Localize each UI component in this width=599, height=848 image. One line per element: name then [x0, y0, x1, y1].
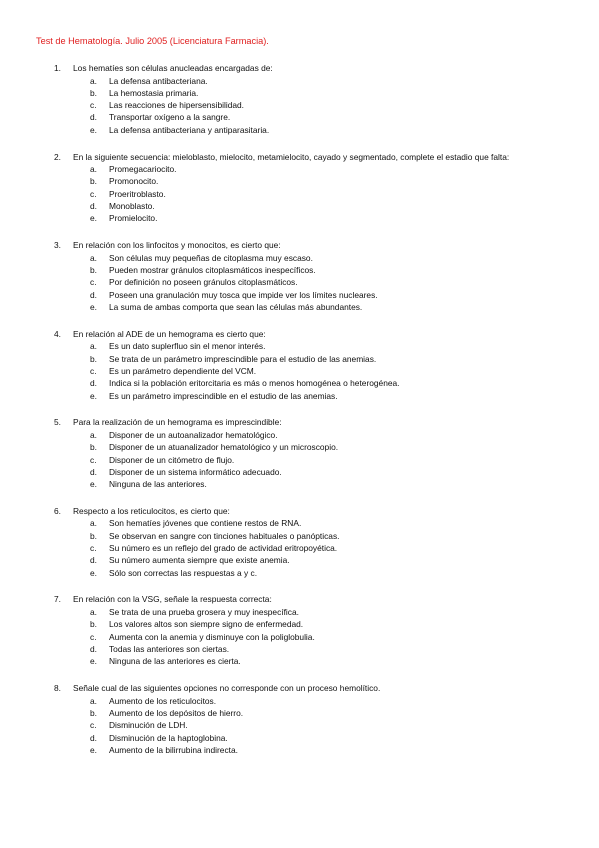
option-text: Es un dato suplerfluo sin el menor interés.: [109, 341, 266, 352]
option-text: Todas las anteriores son ciertas.: [109, 643, 230, 654]
option-letter: d.: [90, 201, 97, 212]
option-letter: e.: [90, 567, 97, 578]
question-text: Los hematíes son células anucleadas encargadas de:: [73, 63, 273, 73]
option-text: Promegacariocito.: [109, 164, 177, 175]
option-text: Aumento de la bilirrubina indirecta.: [109, 744, 238, 755]
option-b: [0, 707, 599, 719]
option-text: Disminución de LDH.: [109, 720, 188, 731]
question-3: [0, 239, 599, 313]
option-a: [0, 517, 599, 529]
option-letter: d.: [90, 555, 97, 566]
option-text: La hemostasia primaria.: [109, 87, 199, 98]
option-text: Monoblasto.: [109, 201, 155, 212]
option-d: [0, 643, 599, 655]
option-text: Sólo son correctas las respuestas a y c.: [109, 567, 258, 578]
option-b: [0, 175, 599, 187]
option-text: Disponer de un atuanalizador hematológico y un microscopio.: [109, 442, 339, 453]
option-d: [0, 289, 599, 301]
option-text: Promonocito.: [109, 176, 159, 187]
option-letter: e.: [90, 744, 97, 755]
question-header: [0, 151, 599, 164]
option-c: [0, 365, 599, 377]
question-text: En relación con la VSG, señale la respuesta correcta:: [73, 594, 272, 605]
option-letter: e.: [90, 390, 97, 401]
question-header: [0, 505, 599, 518]
option-text: Las reacciones de hipersensibilidad.: [109, 100, 245, 111]
question-header: [0, 62, 599, 75]
option-letter: b.: [90, 353, 97, 364]
option-letter: e.: [90, 213, 97, 224]
option-text: Ninguna de las anteriores.: [109, 479, 207, 490]
option-text: Disponer de un citómetro de flujo.: [109, 454, 235, 465]
option-text: Ninguna de las anteriores es cierta.: [109, 656, 241, 667]
question-header: [0, 682, 599, 695]
question-number: 8.: [54, 683, 61, 694]
question-number: 7.: [54, 594, 61, 605]
option-letter: a.: [90, 75, 97, 86]
option-letter: e.: [90, 479, 97, 490]
option-e: [0, 124, 599, 136]
option-letter: b.: [90, 442, 97, 453]
option-letter: b.: [90, 87, 97, 98]
question-5: [0, 416, 599, 490]
question-number: 3.: [54, 240, 61, 251]
question-header: [0, 328, 599, 341]
option-d: [0, 200, 599, 212]
option-c: [0, 276, 599, 288]
option-letter: b.: [90, 176, 97, 187]
question-8: [0, 682, 599, 756]
option-text: Disminución de la haptoglobina.: [109, 732, 228, 743]
question-6: [0, 505, 599, 579]
option-letter: d.: [90, 643, 97, 654]
option-text: Disponer de un autoanalizador hematológico.: [109, 429, 278, 440]
option-text: Es un parámetro dependiente del VCM.: [109, 365, 257, 376]
option-letter: c.: [90, 277, 97, 288]
option-text: Son células muy pequeñas de citoplasma muy escaso.: [109, 252, 313, 263]
option-letter: e.: [90, 124, 97, 135]
question-header: [0, 416, 599, 429]
option-text: Promielocito.: [109, 213, 158, 224]
option-text: Disponer de un sistema informático adecuado.: [109, 466, 282, 477]
option-letter: b.: [90, 530, 97, 541]
option-letter: e.: [90, 656, 97, 667]
option-letter: d.: [90, 378, 97, 389]
option-d: [0, 377, 599, 389]
option-text: Aumento de los depósitos de hierro.: [109, 707, 244, 718]
question-4: [0, 328, 599, 402]
option-text: Indica si la población eritorcitaria es más o menos homogénea o heterogénea.: [109, 378, 400, 389]
option-letter: a.: [90, 341, 97, 352]
option-text: Se trata de un parámetro imprescindible para el estudio de las anemias.: [109, 353, 377, 364]
option-c: [0, 631, 599, 643]
option-text: Los valores altos son siempre signo de enfermedad.: [109, 619, 304, 630]
option-a: [0, 75, 599, 87]
question-text: Señale cual de las siguientes opciones no corresponde con un proceso hemolítico.: [73, 683, 381, 694]
option-c: [0, 99, 599, 111]
option-letter: d.: [90, 112, 97, 123]
option-e: [0, 478, 599, 490]
option-c: [0, 454, 599, 466]
option-letter: e.: [90, 301, 97, 312]
option-b: [0, 264, 599, 276]
question-number: 6.: [54, 505, 61, 516]
option-d: [0, 111, 599, 123]
option-letter: c.: [90, 365, 97, 376]
option-a: [0, 695, 599, 707]
option-c: [0, 542, 599, 554]
option-letter: c.: [90, 100, 97, 111]
option-d: [0, 554, 599, 566]
option-text: La defensa antibacteriana.: [109, 75, 208, 86]
question-number: 2.: [54, 151, 61, 162]
option-d: [0, 466, 599, 478]
option-e: [0, 212, 599, 224]
option-e: [0, 390, 599, 402]
option-a: [0, 606, 599, 618]
option-text: La defensa antibacteriana y antiparasitaria.: [109, 124, 270, 135]
option-a: [0, 252, 599, 264]
option-letter: c.: [90, 454, 97, 465]
option-letter: c.: [90, 631, 97, 642]
option-b: [0, 618, 599, 630]
option-c: [0, 719, 599, 731]
option-e: [0, 744, 599, 756]
question-text: En relación al ADE de un hemograma es cierto que:: [73, 328, 266, 339]
question-number: 1.: [54, 63, 61, 73]
question-7: [0, 593, 599, 667]
option-letter: a.: [90, 252, 97, 263]
option-text: Aumenta con la anemia y disminuye con la poliglobulia.: [109, 631, 315, 642]
question-1: [0, 62, 599, 136]
question-header: [0, 593, 599, 606]
option-e: [0, 301, 599, 313]
option-letter: a.: [90, 607, 97, 618]
option-text: Transportar oxígeno a la sangre.: [109, 112, 231, 123]
option-text: Pueden mostrar gránulos citoplasmáticos inespecíficos.: [109, 265, 316, 276]
option-text: Su número es un reflejo del grado de actividad eritropoyética.: [109, 543, 338, 554]
option-letter: b.: [90, 619, 97, 630]
question-text: Para la realización de un hemograma es imprescindible:: [73, 417, 282, 428]
option-b: [0, 353, 599, 365]
option-a: [0, 340, 599, 352]
option-e: [0, 567, 599, 579]
option-text: La suma de ambas comporta que sean las células más abundantes.: [109, 301, 363, 312]
option-letter: c.: [90, 188, 97, 199]
option-text: Se trata de una prueba grosera y muy inespecífica.: [109, 607, 299, 618]
question-text: En relación con los linfocitos y monocitos, es cierto que:: [73, 240, 281, 251]
question-text: Respecto a los reticulocitos, es cierto que:: [73, 505, 230, 516]
question-list: [0, 62, 599, 771]
option-d: [0, 732, 599, 744]
option-b: [0, 441, 599, 453]
option-letter: d.: [90, 732, 97, 743]
option-letter: a.: [90, 429, 97, 440]
option-text: Es un parámetro imprescindible en el estudio de las anemias.: [109, 390, 338, 401]
option-text: Poseen una granulación muy tosca que impide ver los límites nucleares.: [109, 289, 378, 300]
option-letter: c.: [90, 543, 97, 554]
question-2: [0, 151, 599, 225]
option-a: [0, 163, 599, 175]
question-number: 4.: [54, 328, 61, 339]
question-header: [0, 239, 599, 252]
option-text: Se observan en sangre con tinciones habituales o panópticas.: [109, 530, 340, 541]
option-text: Son hematíes jóvenes que contiene restos de RNA.: [109, 518, 302, 529]
option-letter: d.: [90, 466, 97, 477]
option-letter: d.: [90, 289, 97, 300]
option-text: Proeritroblasto.: [109, 188, 166, 199]
option-letter: a.: [90, 164, 97, 175]
option-b: [0, 87, 599, 99]
option-letter: c.: [90, 720, 97, 731]
question-number: 5.: [54, 417, 61, 428]
option-letter: b.: [90, 707, 97, 718]
option-b: [0, 530, 599, 542]
option-letter: a.: [90, 695, 97, 706]
option-a: [0, 429, 599, 441]
option-letter: a.: [90, 518, 97, 529]
option-c: [0, 188, 599, 200]
option-text: Aumento de los reticulocitos.: [109, 695, 217, 706]
question-text: En la siguiente secuencia: mieloblasto, mielocito, metamielocito, cayado y segmentado, complete el estadio que falta:: [73, 151, 510, 162]
option-e: [0, 655, 599, 667]
option-text: Su número aumenta siempre que existe anemia.: [109, 555, 290, 566]
option-text: Por definición no poseen gránulos citoplasmáticos.: [109, 277, 298, 288]
option-letter: b.: [90, 265, 97, 276]
document-title: Test de Hematología. Julio 2005 (Licenciatura Farmacia).: [36, 36, 269, 46]
